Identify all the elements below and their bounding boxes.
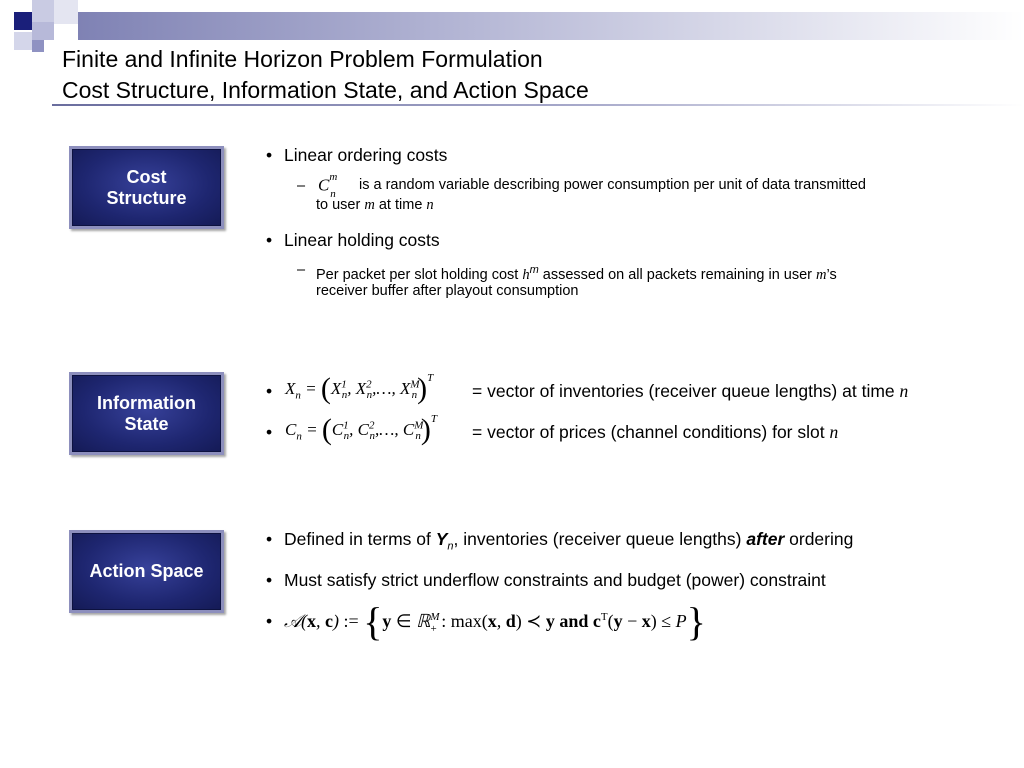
corner-square-mid2 — [32, 22, 54, 40]
corner-square-small — [14, 32, 32, 50]
bullet-glyph: • — [266, 611, 273, 631]
bullet-price-vector — [266, 421, 284, 443]
bullet-text: Linear holding costs — [284, 230, 440, 250]
corner-square-light — [54, 0, 78, 24]
cost-structure-box — [69, 146, 224, 229]
bullet-action-definition: • Defined in terms of $Y_n$, inventories (receiver queue lengths) after ordering — [266, 529, 854, 553]
bullet-glyph: • — [266, 570, 273, 590]
math-X-n-vector: $X_n = (X^1_n$, $X^2_n,\dots$, $X^M_n)^T$ — [285, 372, 434, 405]
header-gradient-bar — [78, 12, 1024, 40]
bullet-text: Linear ordering costs — [284, 145, 448, 165]
bullet-glyph: • — [266, 422, 273, 442]
bullet-linear-holding-costs — [266, 229, 440, 251]
bullet-glyph: • — [266, 381, 273, 401]
slide-title — [62, 44, 589, 106]
slide-title-line1: Finite and Infinite Horizon Problem Formulation — [62, 46, 543, 72]
math-C-n-m: $C^m_n$ — [318, 171, 338, 201]
corner-square-mid — [32, 0, 54, 22]
math-action-set-formula: 𝒜(x, c) := {y ∈ ℝ$^M_+$ : max(x, d) ≺ y and $c^T(y - x) \le P$} — [284, 599, 706, 644]
sub-bullet-text-line2: to user m at time n — [316, 197, 434, 213]
dash-glyph: – — [297, 262, 306, 278]
action-space-label: Action Space — [89, 561, 204, 581]
bullet-glyph: • — [266, 145, 273, 165]
information-state-label-line1: Information — [97, 392, 196, 413]
title-underline — [52, 104, 1024, 106]
bullet-action-set — [266, 610, 284, 632]
information-state-box — [69, 372, 224, 455]
action-space-box — [69, 530, 224, 613]
price-vector-description: = vector of prices (channel conditions) for slot n — [472, 422, 839, 442]
bullet-inventory-vector — [266, 380, 284, 402]
corner-square-tiny — [32, 40, 44, 52]
sub-bullet-ordering-cost-definition — [297, 173, 977, 217]
cost-structure-label-line2: Structure — [106, 187, 187, 208]
corner-square-dark — [14, 12, 32, 30]
math-C-n-vector: $C_n = (C^1_n$, $C^2_n,\dots$, $C^M_n)^T$ — [285, 413, 438, 446]
sub-bullet-text-line1: Per packet per slot holding cost $h^m$ assessed on all packets remaining in user m’s — [316, 264, 837, 283]
sub-bullet-text-line2: receiver buffer after playout consumption — [316, 283, 579, 299]
bullet-glyph: • — [266, 529, 273, 549]
inventory-vector-description: = vector of inventories (receiver queue lengths) at time n — [472, 381, 909, 401]
cost-structure-label-line1: Cost — [126, 166, 167, 187]
bullet-glyph: • — [266, 230, 273, 250]
bullet-linear-ordering-costs — [266, 144, 447, 166]
sub-bullet-holding-cost-definition — [297, 260, 977, 304]
sub-bullet-text-line1: is a random variable describing power consumption per unit of data transmitted — [359, 177, 866, 193]
bullet-text: Must satisfy strict underflow constraints and budget (power) constraint — [284, 570, 826, 590]
bullet-constraints — [266, 569, 826, 591]
slide-title-line2: Cost Structure, Information State, and Action Space — [62, 77, 589, 103]
dash-glyph: – — [297, 178, 306, 194]
information-state-label-line2: State — [124, 413, 169, 434]
